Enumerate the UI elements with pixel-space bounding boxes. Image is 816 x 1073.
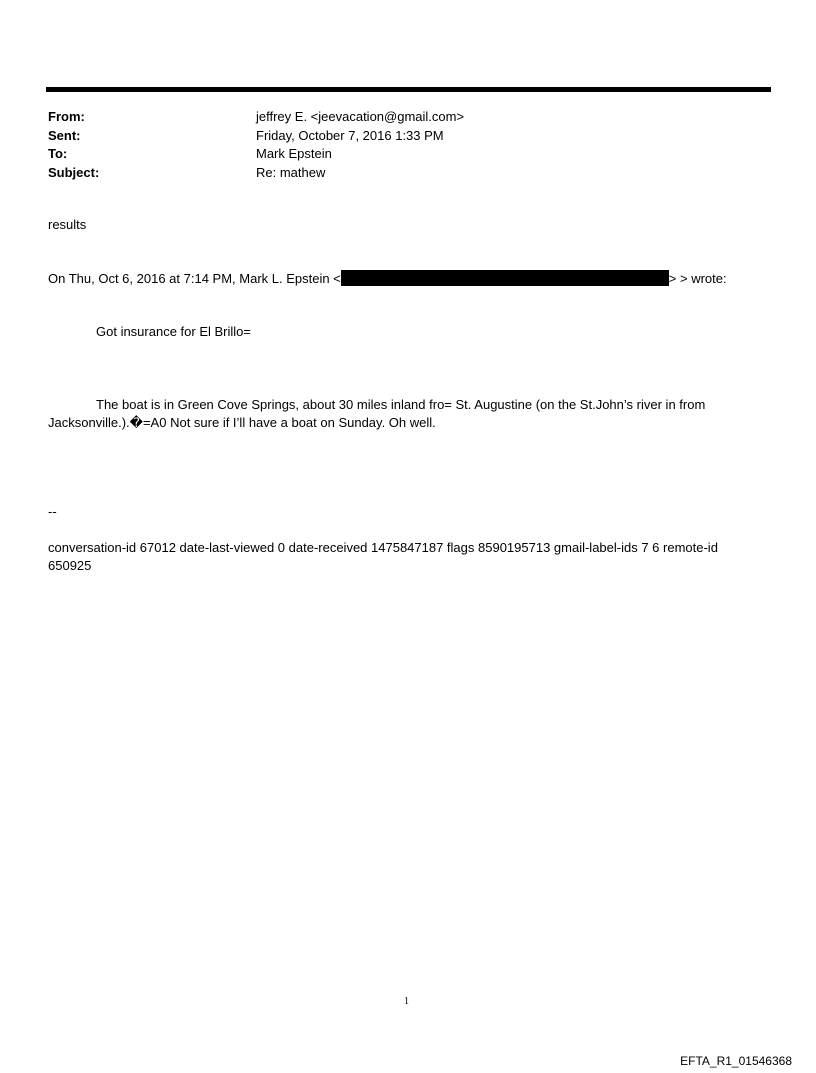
redaction-block [341, 270, 669, 286]
bates-number: EFTA_R1_01546368 [680, 1054, 792, 1068]
from-label: From: [48, 109, 85, 124]
subject-value: Re: mathew [256, 164, 326, 180]
quote-intro [48, 270, 727, 288]
to-label: To: [48, 146, 68, 161]
quote-intro-after: > > wrote: [668, 271, 727, 286]
page-number: 1 [404, 996, 409, 1007]
sent-label: Sent: [48, 127, 81, 143]
signature-separator: -- [48, 504, 57, 519]
quote-intro-before: On Thu, Oct 6, 2016 at 7:14 PM, Mark L. Epstein < [48, 271, 341, 286]
quote-paragraph-line-2: Jacksonville.).�=A0 Not sure if I’ll have a boat on Sunday. Oh well. [48, 415, 436, 430]
quote-line-insurance: Got insurance for El Brillo= [96, 324, 251, 339]
metadata-line-1: conversation-id 67012 date-last-viewed 0 date-received 1475847187 flags 8590195713 gmail-label-ids 7 6 remote-id [48, 540, 718, 555]
header-rule [46, 87, 771, 92]
subject-label: Subject: [48, 164, 100, 180]
from-value: jeffrey E. <jeevacation@gmail.com> [256, 109, 465, 124]
sent-value: Friday, October 7, 2016 1:33 PM [256, 127, 444, 143]
quote-paragraph-line-1: The boat is in Green Cove Springs, about 30 miles inland fro= St. Augustine (on the St.John’s river in from [96, 397, 706, 412]
reply-text: results [48, 217, 87, 232]
to-value: Mark Epstein [256, 146, 332, 161]
metadata-line-2: 650925 [48, 558, 92, 573]
